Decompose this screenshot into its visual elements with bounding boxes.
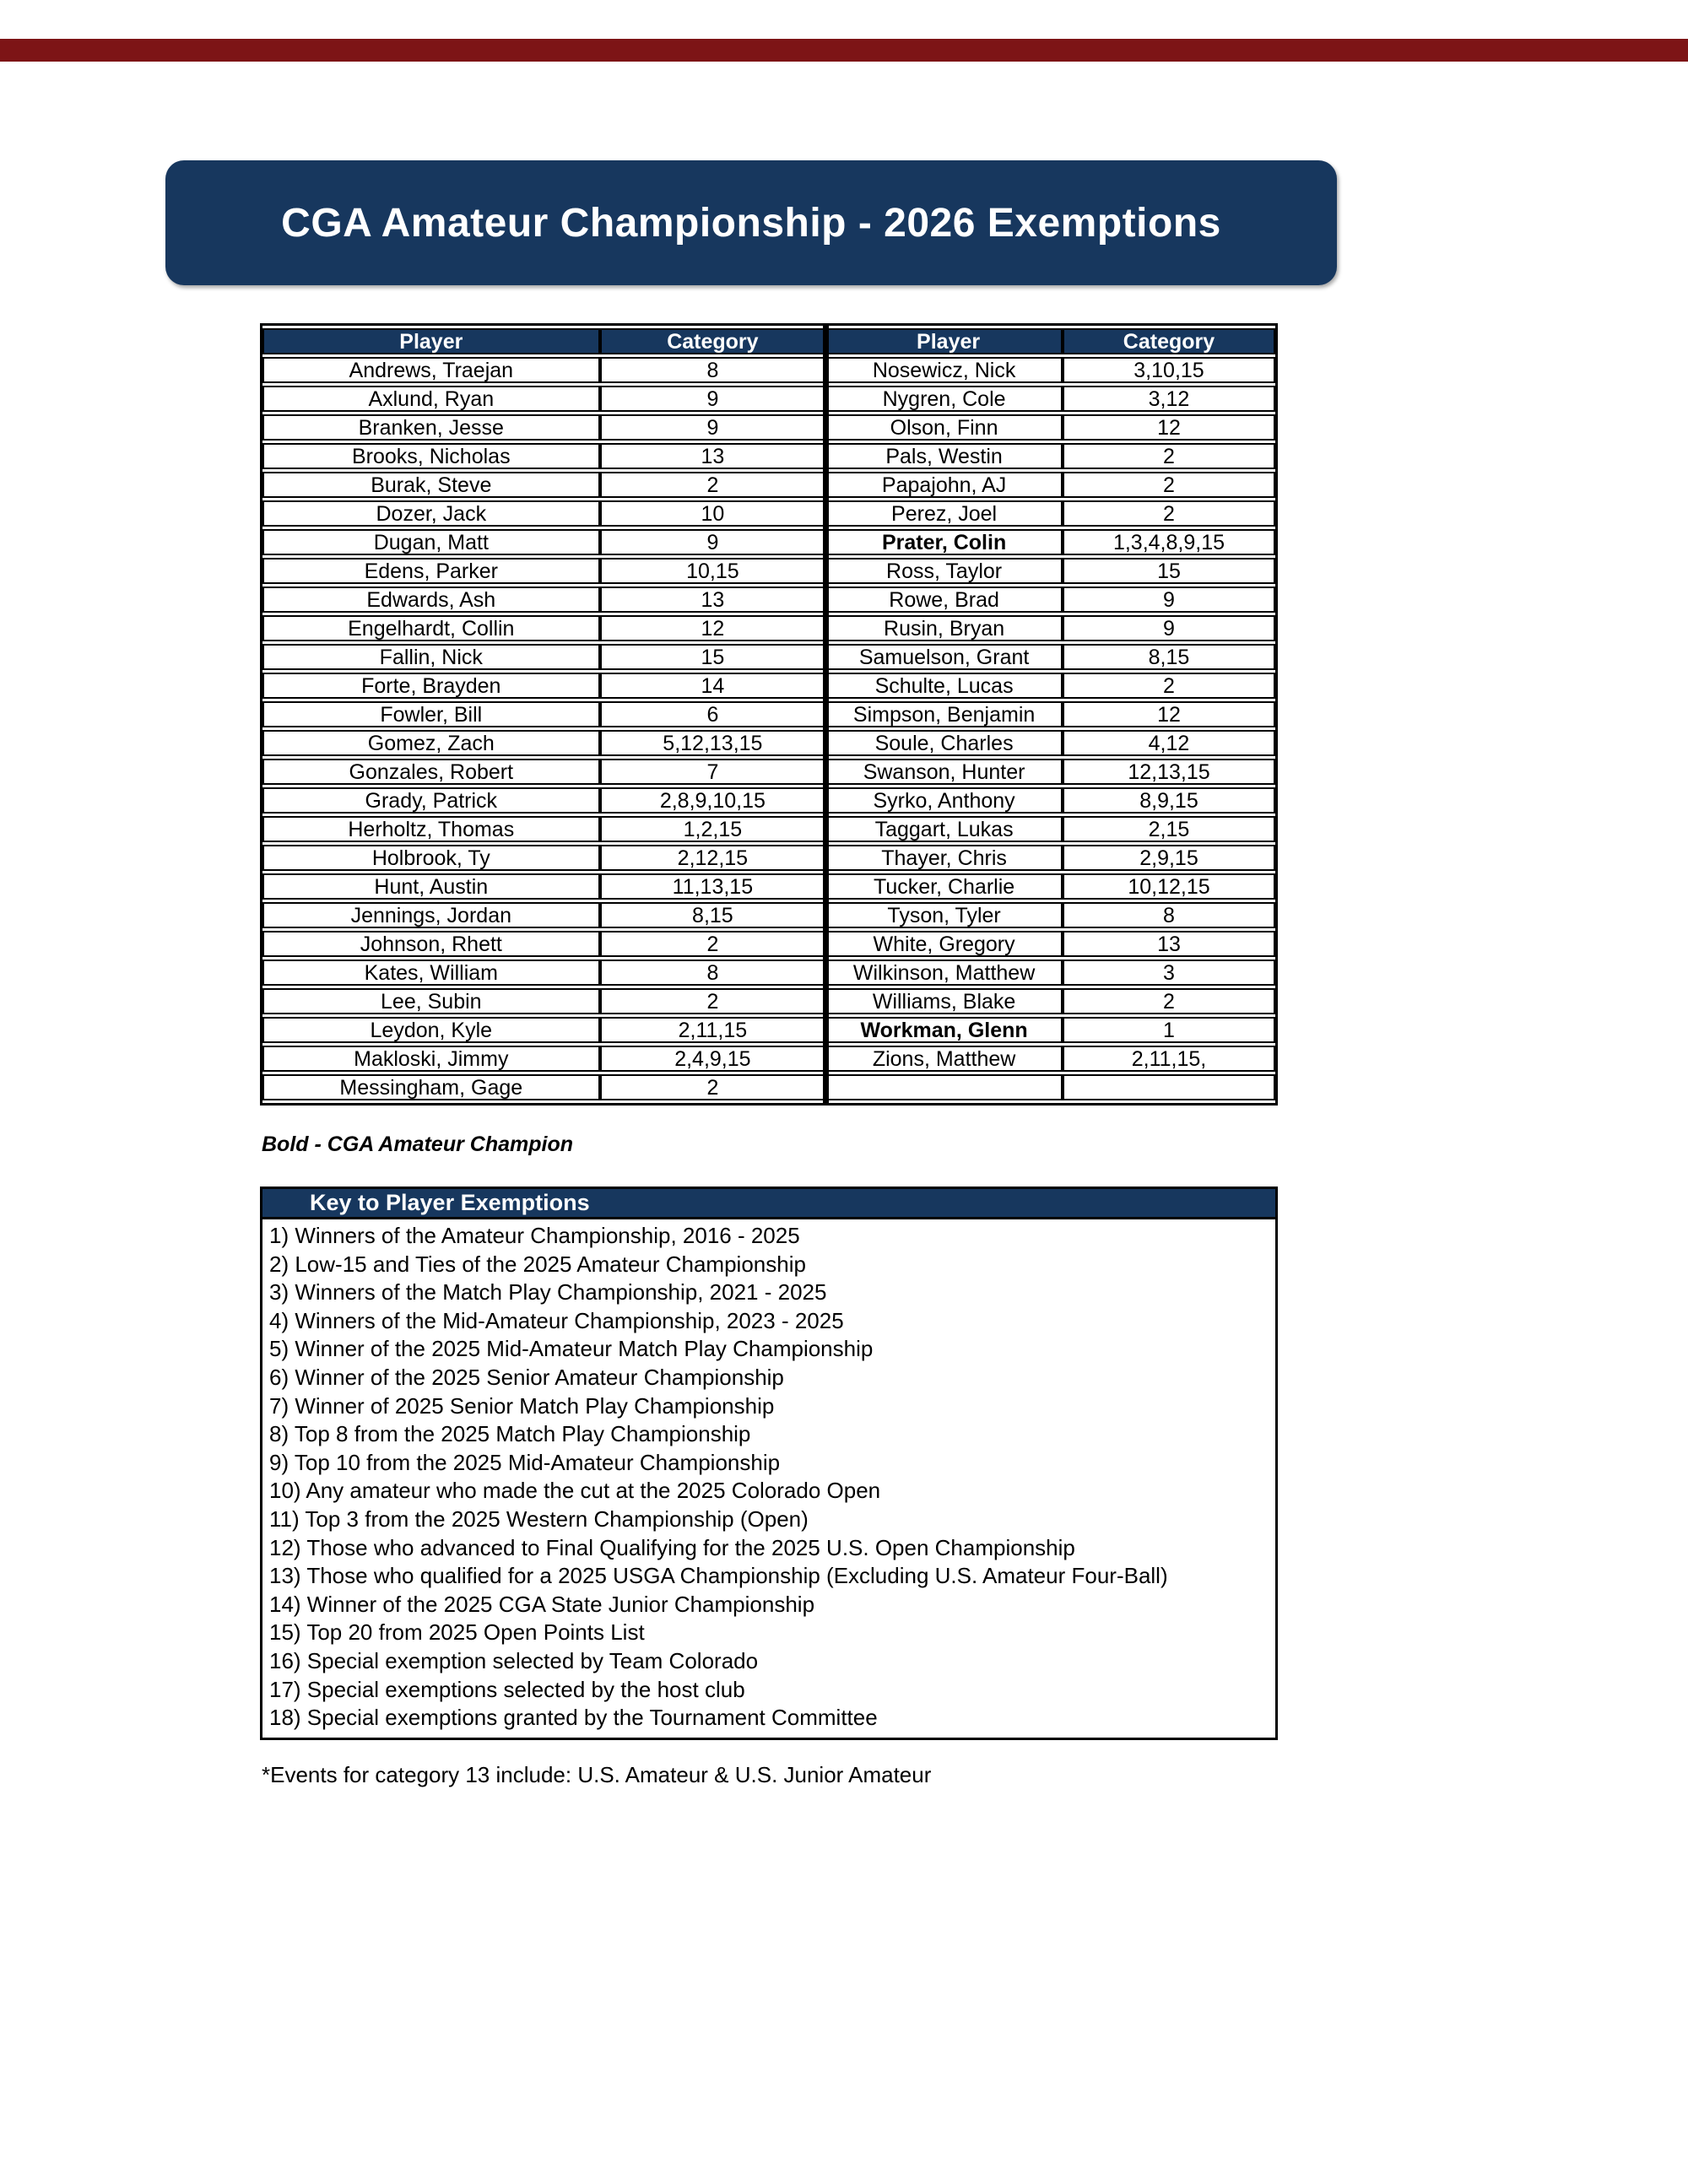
key-item: 16) Special exemption selected by Team Colorado	[269, 1647, 759, 1673]
category-cell: 9	[600, 386, 826, 412]
exemptions-table-body	[262, 357, 1275, 1100]
category-cell: 8,15	[1063, 644, 1275, 670]
category-cell: 3,10,15	[1063, 357, 1275, 383]
player-name-cell: Rowe, Brad	[825, 587, 1063, 613]
category-cell: 3,12	[1063, 386, 1275, 412]
key-item: 3) Winners of the Match Play Championship, 2021 - 2025	[269, 1279, 827, 1306]
page-title: CGA Amateur Championship - 2026 Exemptions	[281, 200, 1221, 246]
key-item: 15) Top 20 from 2025 Open Points List	[269, 1619, 645, 1646]
player-name-cell: Holbrook, Ty	[262, 845, 600, 871]
category-cell: 12	[1063, 414, 1275, 441]
key-item: 18) Special exemptions granted by the Tournament Committee	[269, 1705, 878, 1731]
table-row	[262, 414, 1275, 441]
category-cell: 1,2,15	[600, 816, 826, 842]
player-name-cell: Workman, Glenn	[825, 1017, 1063, 1043]
category-cell: 2	[1063, 988, 1275, 1014]
table-row	[262, 673, 1275, 699]
category-cell: 8,15	[600, 902, 826, 928]
category-cell: 2	[600, 1074, 826, 1100]
player-name-cell: Soule, Charles	[825, 730, 1063, 756]
player-name-cell: Samuelson, Grant	[825, 644, 1063, 670]
player-name-cell: Kates, William	[262, 960, 600, 986]
player-name-cell: Gomez, Zach	[262, 730, 600, 756]
player-name-cell: Simpson, Benjamin	[825, 701, 1063, 727]
key-item: 5) Winner of the 2025 Mid-Amateur Match Play Championship	[269, 1336, 874, 1362]
player-name-cell: Jennings, Jordan	[262, 902, 600, 928]
exemptions-table	[260, 323, 1278, 1106]
player-name-cell: Dozer, Jack	[262, 500, 600, 527]
player-name-cell: Branken, Jesse	[262, 414, 600, 441]
table-row	[262, 615, 1275, 641]
table-row	[262, 759, 1275, 785]
player-name-cell: Prater, Colin	[825, 529, 1063, 555]
category-cell: 9	[1063, 587, 1275, 613]
table-row	[262, 587, 1275, 613]
player-name-cell: Brooks, Nicholas	[262, 443, 600, 469]
category-cell: 2	[600, 472, 826, 498]
key-item: 13) Those who qualified for a 2025 USGA Championship (Excluding U.S. Amateur Four-Ball)	[269, 1563, 1168, 1589]
player-name-cell: Thayer, Chris	[825, 845, 1063, 871]
table-row	[262, 644, 1275, 670]
key-item: 12) Those who advanced to Final Qualifying for the 2025 U.S. Open Championship	[269, 1534, 1075, 1560]
category-cell: 8	[600, 357, 826, 383]
category-cell: 2	[600, 988, 826, 1014]
key-item: 9) Top 10 from the 2025 Mid-Amateur Championship	[269, 1449, 781, 1475]
player-name-cell: Ross, Taylor	[825, 558, 1063, 584]
key-item: 17) Special exemptions selected by the host club	[269, 1676, 745, 1702]
player-name-cell: Papajohn, AJ	[825, 472, 1063, 498]
player-name-cell: Nygren, Cole	[825, 386, 1063, 412]
player-name-cell: White, Gregory	[825, 931, 1063, 957]
key-item: 10) Any amateur who made the cut at the 2025 Colorado Open	[269, 1478, 881, 1504]
player-name-cell: Forte, Brayden	[262, 673, 600, 699]
player-name-cell: Rusin, Bryan	[825, 615, 1063, 641]
table-row	[262, 529, 1275, 555]
category-cell: 8	[600, 960, 826, 986]
player-name-cell: Herholtz, Thomas	[262, 816, 600, 842]
table-row	[262, 873, 1275, 900]
player-name-cell: Olson, Finn	[825, 414, 1063, 441]
player-name-cell: Grady, Patrick	[262, 787, 600, 814]
category-cell: 4,12	[1063, 730, 1275, 756]
category-cell: 9	[600, 414, 826, 441]
key-item: 2) Low-15 and Ties of the 2025 Amateur Championship	[269, 1251, 806, 1277]
category-cell: 2	[1063, 443, 1275, 469]
table-row	[262, 931, 1275, 957]
table-row	[262, 472, 1275, 498]
category-cell: 5,12,13,15	[600, 730, 826, 756]
player-name-cell: Zions, Matthew	[825, 1046, 1063, 1072]
category13-footnote: *Events for category 13 include: U.S. Amateur & U.S. Junior Amateur	[262, 1762, 932, 1787]
category-cell: 2,4,9,15	[600, 1046, 826, 1072]
key-item: 7) Winner of 2025 Senior Match Play Championship	[269, 1392, 775, 1419]
key-item: 11) Top 3 from the 2025 Western Championship (Open)	[269, 1506, 809, 1532]
player-name-cell: Tyson, Tyler	[825, 902, 1063, 928]
category-cell: 12	[600, 615, 826, 641]
exemptions-table-head	[262, 328, 1275, 354]
category-cell: 15	[600, 644, 826, 670]
player-name-cell: Edens, Parker	[262, 558, 600, 584]
table-row	[262, 701, 1275, 727]
key-item: 4) Winners of the Mid-Amateur Championship, 2023 - 2025	[269, 1307, 844, 1333]
player-name-cell	[825, 1074, 1063, 1100]
key-item: 6) Winner of the 2025 Senior Amateur Championship	[269, 1364, 784, 1390]
player-name-cell: Fallin, Nick	[262, 644, 600, 670]
category-cell: 2	[600, 931, 826, 957]
player-name-cell: Tucker, Charlie	[825, 873, 1063, 900]
column-header-category-left: Category	[600, 328, 826, 354]
exemptions-key	[260, 1187, 1278, 1740]
player-name-cell: Swanson, Hunter	[825, 759, 1063, 785]
key-title: Key to Player Exemptions	[310, 1190, 590, 1215]
player-name-cell: Hunt, Austin	[262, 873, 600, 900]
column-header-player-left: Player	[262, 328, 600, 354]
key-header-bar	[262, 1189, 1275, 1219]
player-name-cell: Edwards, Ash	[262, 587, 600, 613]
player-name-cell: Fowler, Bill	[262, 701, 600, 727]
player-name-cell: Engelhardt, Collin	[262, 615, 600, 641]
category-cell: 13	[600, 587, 826, 613]
category-cell: 2,11,15	[600, 1017, 826, 1043]
player-name-cell: Messingham, Gage	[262, 1074, 600, 1100]
table-row	[262, 386, 1275, 412]
table-row	[262, 357, 1275, 383]
column-header-player-right: Player	[825, 328, 1063, 354]
category-cell: 15	[1063, 558, 1275, 584]
player-name-cell: Williams, Blake	[825, 988, 1063, 1014]
category-cell: 2,9,15	[1063, 845, 1275, 871]
category-cell: 14	[600, 673, 826, 699]
category-cell: 2	[1063, 472, 1275, 498]
category-cell: 2	[1063, 673, 1275, 699]
table-row	[262, 787, 1275, 814]
key-item: 8) Top 8 from the 2025 Match Play Championship	[269, 1421, 751, 1447]
table-row	[262, 558, 1275, 584]
player-name-cell: Gonzales, Robert	[262, 759, 600, 785]
title-banner	[165, 160, 1337, 285]
player-name-cell: Leydon, Kyle	[262, 1017, 600, 1043]
table-row	[262, 730, 1275, 756]
table-row	[262, 816, 1275, 842]
category-cell: 13	[1063, 931, 1275, 957]
player-name-cell: Burak, Steve	[262, 472, 600, 498]
table-middle-divider	[823, 326, 829, 1103]
table-row	[262, 500, 1275, 527]
key-item: 14) Winner of the 2025 CGA State Junior Championship	[269, 1591, 815, 1617]
category-cell: 2,11,15,	[1063, 1046, 1275, 1072]
table-row	[262, 845, 1275, 871]
table-row	[262, 960, 1275, 986]
category-cell: 2,15	[1063, 816, 1275, 842]
player-name-cell: Nosewicz, Nick	[825, 357, 1063, 383]
player-name-cell: Dugan, Matt	[262, 529, 600, 555]
category-cell: 2	[1063, 500, 1275, 527]
category-cell: 10	[600, 500, 826, 527]
category-cell: 7	[600, 759, 826, 785]
key-list	[262, 1219, 1275, 1738]
category-cell: 1	[1063, 1017, 1275, 1043]
category-cell: 12,13,15	[1063, 759, 1275, 785]
player-name-cell: Wilkinson, Matthew	[825, 960, 1063, 986]
category-cell: 10,12,15	[1063, 873, 1275, 900]
bold-legend-note: Bold - CGA Amateur Champion	[262, 1133, 573, 1156]
category-cell: 13	[600, 443, 826, 469]
player-name-cell: Lee, Subin	[262, 988, 600, 1014]
table-row	[262, 902, 1275, 928]
category-cell: 8	[1063, 902, 1275, 928]
player-name-cell: Taggart, Lukas	[825, 816, 1063, 842]
category-cell: 1,3,4,8,9,15	[1063, 529, 1275, 555]
table-row	[262, 1074, 1275, 1100]
player-name-cell: Syrko, Anthony	[825, 787, 1063, 814]
category-cell: 9	[600, 529, 826, 555]
category-cell: 8,9,15	[1063, 787, 1275, 814]
key-item: 1) Winners of the Amateur Championship, 2016 - 2025	[269, 1223, 800, 1248]
category-cell	[1063, 1074, 1275, 1100]
player-name-cell: Johnson, Rhett	[262, 931, 600, 957]
category-cell: 9	[1063, 615, 1275, 641]
category-cell: 2,12,15	[600, 845, 826, 871]
category-cell: 2,8,9,10,15	[600, 787, 826, 814]
category-cell: 11,13,15	[600, 873, 826, 900]
player-name-cell: Schulte, Lucas	[825, 673, 1063, 699]
column-header-category-right: Category	[1063, 328, 1275, 354]
table-row	[262, 1046, 1275, 1072]
category-cell: 12	[1063, 701, 1275, 727]
category-cell: 10,15	[600, 558, 826, 584]
category-cell: 3	[1063, 960, 1275, 986]
table-row	[262, 988, 1275, 1014]
top-red-bar	[0, 39, 1688, 62]
category-cell: 6	[600, 701, 826, 727]
player-name-cell: Axlund, Ryan	[262, 386, 600, 412]
player-name-cell: Pals, Westin	[825, 443, 1063, 469]
table-row	[262, 1017, 1275, 1043]
table-row	[262, 443, 1275, 469]
player-name-cell: Andrews, Traejan	[262, 357, 600, 383]
player-name-cell: Makloski, Jimmy	[262, 1046, 600, 1072]
player-name-cell: Perez, Joel	[825, 500, 1063, 527]
